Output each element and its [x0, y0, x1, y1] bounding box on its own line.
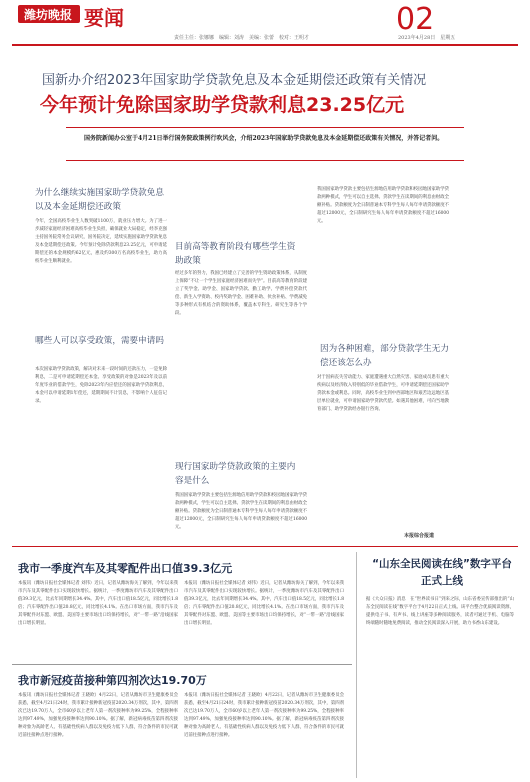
masthead-rule: [12, 44, 518, 46]
section-heading: 目前高等教育阶段有哪些学生资助政策: [175, 242, 296, 266]
section-name: 要闻: [84, 6, 124, 30]
section-heading: 因为各种困难，部分贷款学生无力偿还该怎么办: [320, 344, 449, 368]
section-body: 我国国家助学贷款主要包括生源地信用助学贷款和校园地国家助学贷款两种模式，学生可以自主选择。贷款学生在读期间的利息由财政全额补贴。贷款额度为全日制普通本专科学生每人每年申请贷款额度不超过12000元，全日制研究生每人每年申请贷款额度不超过16000元。: [317, 187, 449, 224]
lead-credit: 本报综合报道: [404, 533, 435, 539]
lead-kicker: 国新办介绍2023年国家助学贷款免息及本金延期偿还政策有关情况: [42, 73, 427, 88]
masthead-date: 2023年4月28日 星期五: [398, 35, 456, 41]
divider: [12, 664, 352, 665]
masthead-staff: 责任主任：张娜娜 编辑：刘涛 美编：张蕾 校对：王明才: [174, 35, 310, 41]
section-body: 对于因病丧失劳动能力、家庭遭遇重大自然灾害、家庭成员患有重大疾病以及经济收入特别低的毕业借款学生，可申请延期偿还国家助学贷款本金或利息。同时，高校毕业生到中西部地区和艰苦边远地区基层单位就业，可申请国家助学贷款代偿。如遇其他困难，可向当地教育部门、助学贷款经办银行咨询。: [317, 375, 449, 412]
section-heading: 为什么继续实施国家助学贷款免息以及本金延期偿还政策: [35, 188, 164, 212]
story-headline: “山东全民阅读在线”数字平台正式上线: [372, 558, 512, 587]
column-divider: [356, 552, 357, 778]
story-headline: 我市一季度汽车及其零配件出口值39.3亿元: [18, 562, 233, 575]
story-body: 据《大众日报》消息 在“世界读书日”到来之际，山东省委宣传部推出的“山东全民阅读在线”数字平台于4月22日正式上线。该平台整合优质阅读资源，提供电子书、有声书、线上讲座等多种阅读服务，读者可通过手机、电脑等终端随时随地免费阅读，推动全民阅读深入开展，助力书香山东建设。: [366, 597, 514, 626]
section-body: 本次国家助学贷款政策，解决对未来一段时间的还款压力，一是免除利息，二是可申请延期偿还本金。享受政策的对象是2023年及以前年度毕业的借款学生，免除2023年内应偿还的国家助学贷款利息，本金可以申请延期1年偿还，延期期间不计罚息，不影响个人征信记录。: [35, 367, 167, 404]
story-body: 本报讯（潍坊日报社全媒体记者 王晓欧）4月22日，记者从潍坊市卫生健康委员会获悉，截至4月21日24时，我市累计接种新冠疫苗2020.34万剂次，其中，第四剂次已达19.70万人，全市60岁以上老年人第一剂次接种率为99.25%，全程接种率达到97.49%，加强免疫接种率达到90.10%。据了解，新冠病毒疫苗第四剂次接种对象为高龄老人、有基础性疾病人群以及免疫力低下人群，符合条件的市民可就近前往接种点进行接种。: [184, 693, 344, 738]
divider: [12, 546, 518, 547]
section-heading: 哪些人可以享受政策，需要申请吗: [35, 336, 164, 346]
story-body: 本报讯（潍坊日报社全媒体记者 刘伟）近日，记者从潍坊海关了解到，今年以来我市汽车及其零配件出口实现较快增长。据统计，一季度潍坊市汽车及其零配件出口值39.3亿元，比去年同期增长34.4%。其中，汽车出口值18.5亿元，同比增长1.8倍；汽车零配件出口值20.8亿元，同比增长4.1%。在出口市场方面，我市汽车及其零配件对东盟、欧盟、美国等主要市场出口均保持增长，对“一带一路”沿线国家出口增长明显。: [184, 581, 344, 626]
story-body: 本报讯（潍坊日报社全媒体记者 刘伟）近日，记者从潍坊海关了解到，今年以来我市汽车及其零配件出口实现较快增长。据统计，一季度潍坊市汽车及其零配件出口值39.3亿元，比去年同期增长34.4%。其中，汽车出口值18.5亿元，同比增长1.8倍；汽车零配件出口值20.8亿元，同比增长4.1%。在出口市场方面，我市汽车及其零配件对东盟、欧盟、美国等主要市场出口均保持增长，对“一带一路”沿线国家出口增长明显。: [18, 581, 178, 626]
section-body: 今年，全国高校毕业生人数突破1100万，就业压力增大。为了进一步减轻家庭经济困难高校毕业生负担，确保就业大局稳定，经李克强主持国务院常务会议研究，国务院决定，延续实施国家助学贷款免息及本金延期偿还政策。今年预计免除贷款利息23.25亿元，可申请延期偿还的本金规模约62亿元，惠及约300万名高校毕业生，助力高校毕业生顺利就业。: [35, 219, 167, 264]
story-headline: 我市新冠疫苗接种第四剂次达19.70万: [18, 674, 207, 687]
section-body: 经过多年的努力，我国已经建立了完善的学生资助政策体系，从制度上保障“不让一个学生因家庭经济困难而失学”。目前高等教育阶段建立了奖学金、助学金、国家助学贷款、勤工助学、学费补偿贷款代偿、新生入学资助、校内奖助学金、困难补助、伙食补贴、学费减免等多种形式有机结合的资助体系，覆盖本专科生、研究生等各个学段。: [175, 271, 307, 316]
masthead-logo-text: 潍坊晚报: [24, 8, 73, 22]
section-heading: 现行国家助学贷款政策的主要内容是什么: [175, 462, 296, 486]
lead-deck: 国务院新闻办公室于4月21日举行国务院政策例行吹风会，介绍2023年国家助学贷款免息及本金延期偿还政策有关情况，并答记者问。: [84, 135, 444, 142]
lead-headline: 今年预计免除国家助学贷款利息23.25亿元: [40, 94, 405, 116]
story-body: 本报讯（潍坊日报社全媒体记者 王晓欧）4月22日，记者从潍坊市卫生健康委员会获悉，截至4月21日24时，我市累计接种新冠疫苗2020.34万剂次，其中，第四剂次已达19.70万人，全市60岁以上老年人第一剂次接种率为99.25%，全程接种率达到97.49%，加强免疫接种率达到90.10%。据了解，新冠病毒疫苗第四剂次接种对象为高龄老人、有基础性疾病人群以及免疫力低下人群，符合条件的市民可就近前往接种点进行接种。: [18, 693, 178, 738]
section-body: 我国国家助学贷款主要包括生源地信用助学贷款和校园地国家助学贷款两种模式，学生可以自主选择。贷款学生在读期间的利息由财政全额补贴。贷款额度为全日制普通本专科学生每人每年申请贷款额度不超过12000元，全日制研究生每人每年申请贷款额度不超过16000元。: [175, 493, 307, 530]
page-number: 02: [396, 2, 435, 37]
